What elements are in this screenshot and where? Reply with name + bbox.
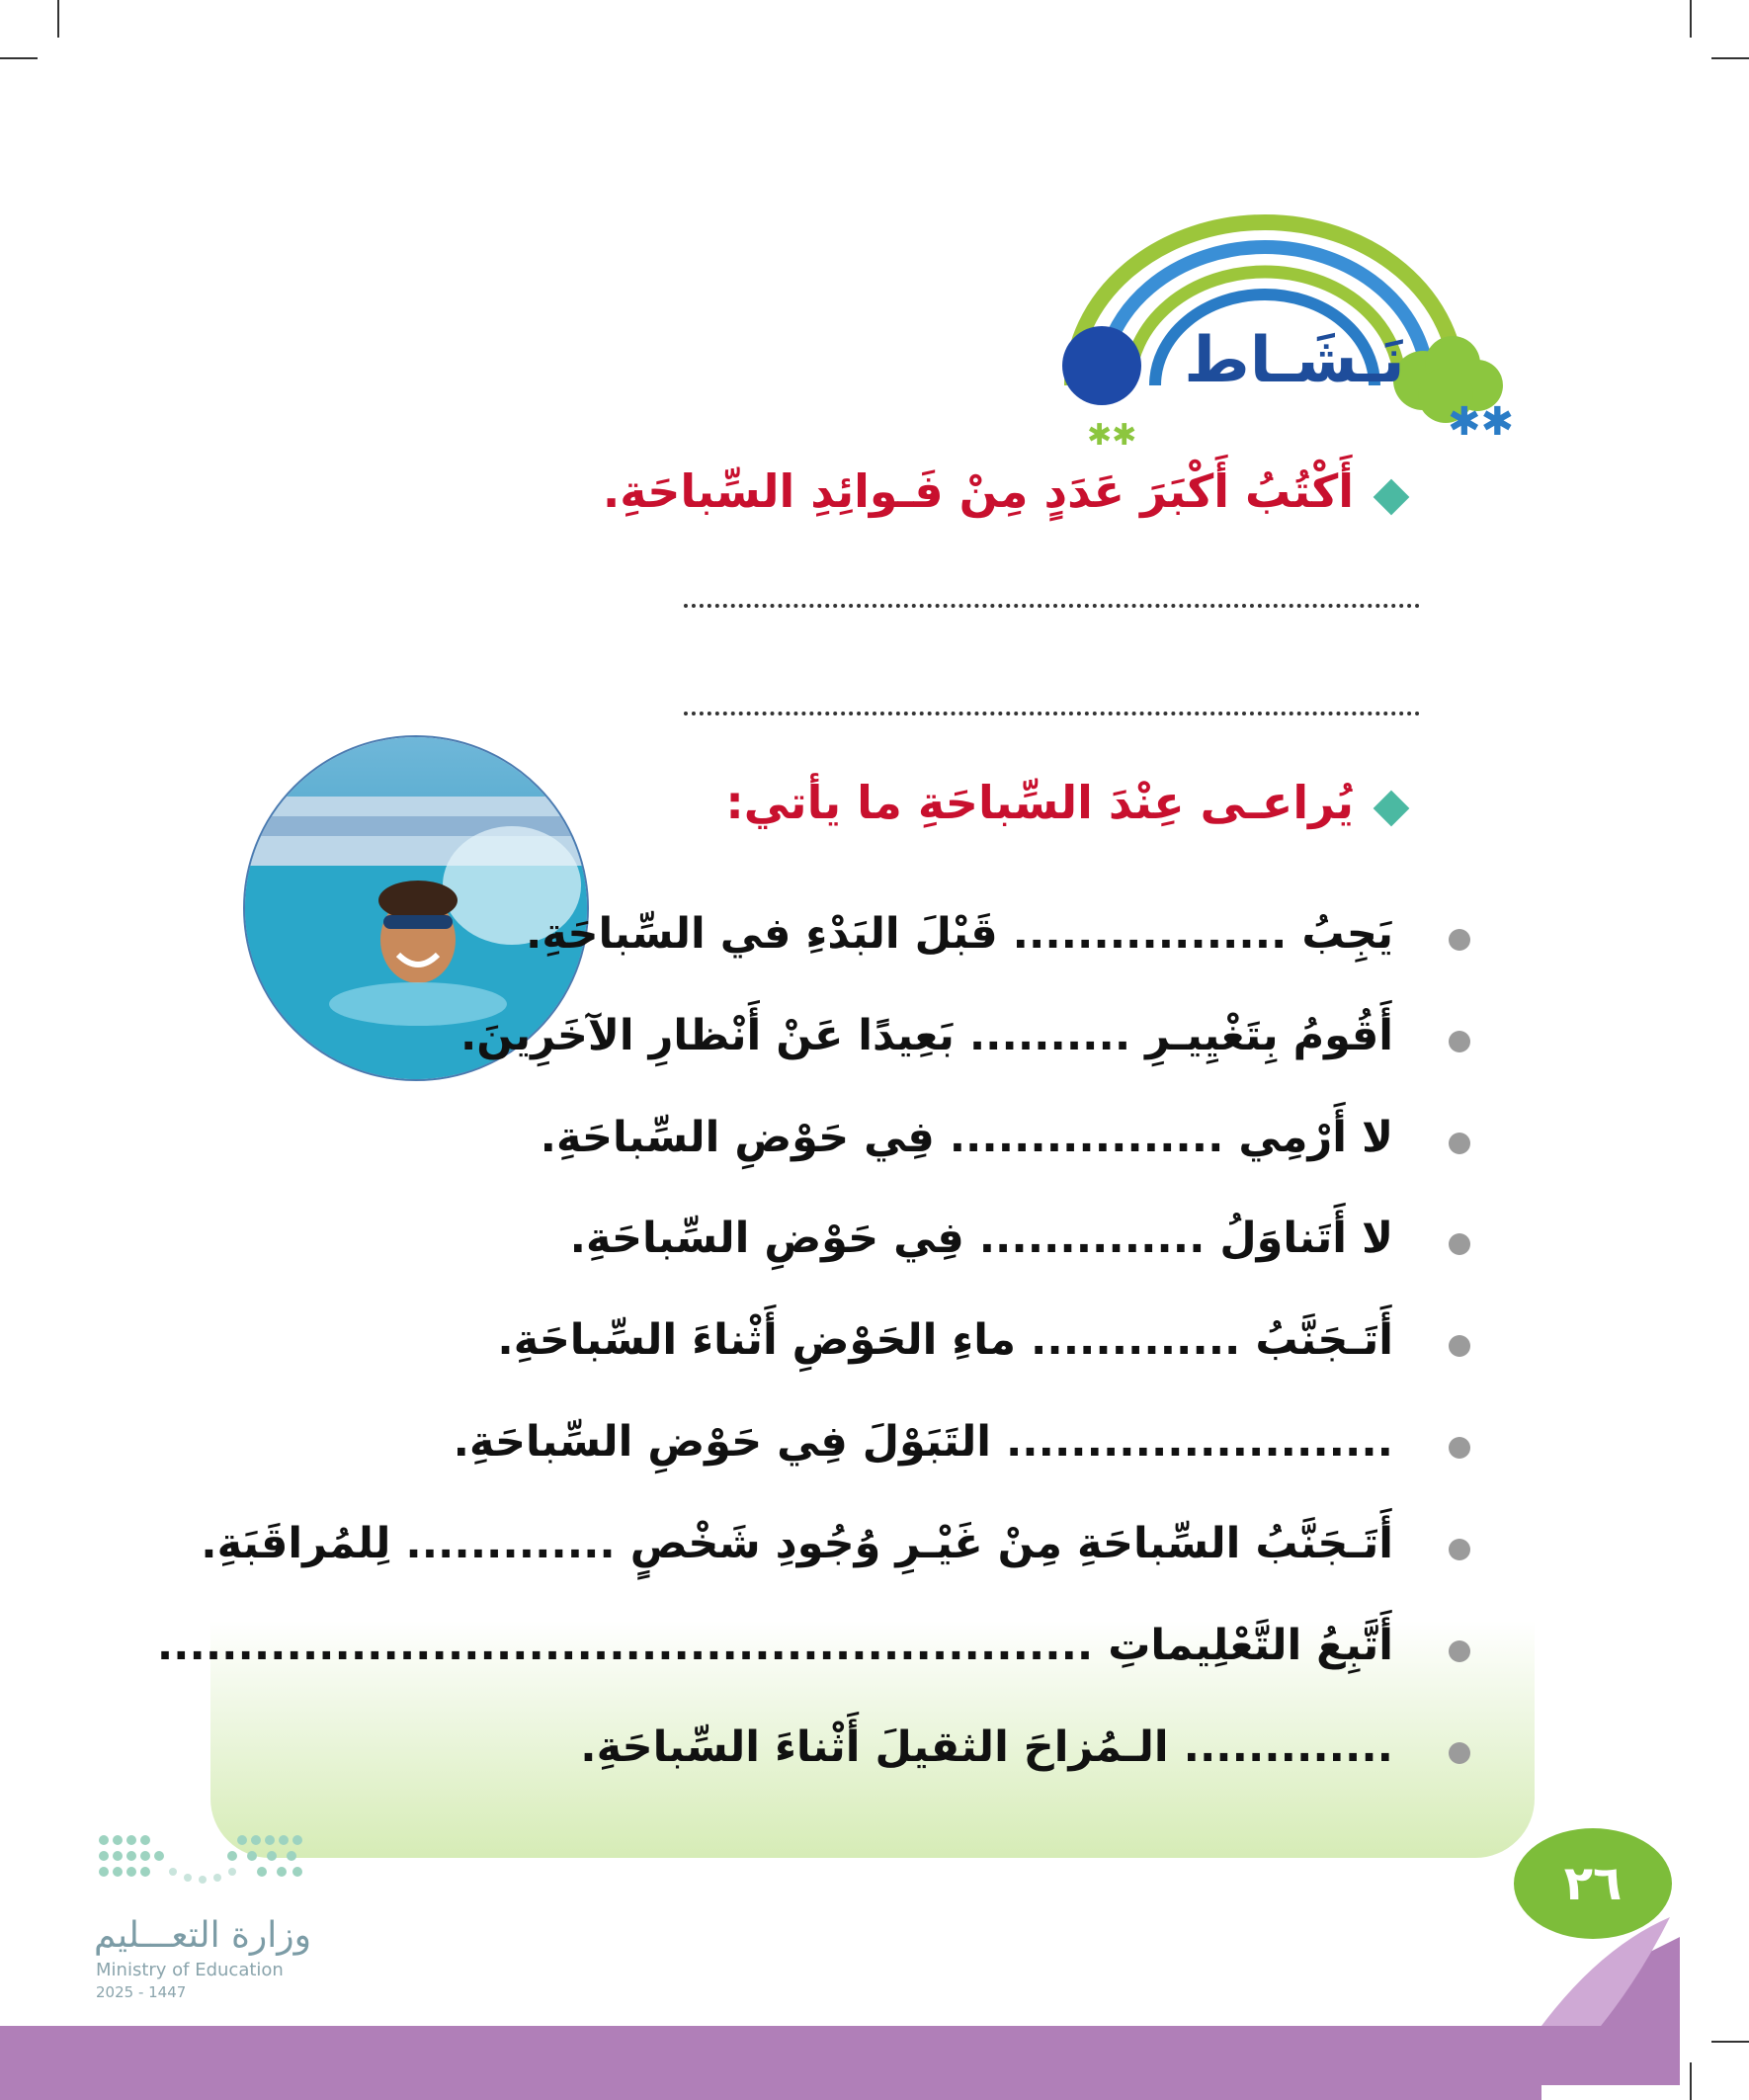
activity-title: نَـشَـاط (1184, 324, 1405, 397)
bullet-icon (1449, 1335, 1470, 1357)
list-item: ............. الـمُزاحَ الثقيلَ أَثْناءَ السِّباحَةِ. (580, 1722, 1393, 1772)
bullet-icon (1449, 1031, 1470, 1052)
list-item: يَجِبُ ................. قَبْلَ البَدْءِ في السِّباحَةِ. (526, 909, 1393, 959)
ministry-name-english: Ministry of Education (96, 1960, 284, 1980)
bullet-icon (1449, 929, 1470, 951)
diamond-bullet-icon (1374, 479, 1410, 516)
edition-year: 2025 - 1447 (96, 1983, 187, 2001)
list-item: أَتَـجَنَّبُ السِّباحَةِ مِنْ غَيْـرِ وُجُودِ شَخْصٍ ............. لِلمُراقَبَةِ. (201, 1519, 1393, 1568)
blue-dot (1062, 326, 1141, 405)
diamond-bullet-icon (1374, 791, 1410, 827)
svg-text:✱✱: ✱✱ (1448, 399, 1515, 445)
bullet-icon (1449, 1640, 1470, 1662)
list-item: أَقُومُ بِتَغْيِيـرِ .......... بَعِيدًا عَنْ أَنْظارِ الآخَرِينَ. (459, 1011, 1393, 1060)
bullet-icon (1449, 1539, 1470, 1560)
svg-text:✱✱: ✱✱ (1087, 418, 1137, 445)
list-item: أَتَّبِعُ التَّعْلِيماتِ .......................................................... (156, 1621, 1393, 1670)
bullet-icon (1449, 1437, 1470, 1459)
list-item: لا أَرْمِي ................. فِي حَوْضِ السِّباحَةِ. (540, 1113, 1393, 1162)
rainbow-decoration (1033, 188, 1517, 445)
question-swimming-rules: يُراعـى عِنْدَ السِّباحَةِ ما يأتي: (725, 776, 1354, 829)
bullet-icon (1449, 1742, 1470, 1764)
ministry-name-arabic: وزارة التعـــليم (94, 1915, 312, 1956)
list-item: لا أَتَناوَلُ .............. فِي حَوْضِ السِّباحَةِ. (569, 1214, 1393, 1263)
page-number: ٢٦ (1514, 1828, 1672, 1939)
bullet-icon (1449, 1233, 1470, 1255)
list-item: أَتَـجَنَّبُ ............. ماءِ الحَوْضِ أَثْناءَ السِّباحَةِ. (497, 1315, 1393, 1365)
list-item: ........................ التَبَوْلَ فِي حَوْضِ السِّباحَةِ. (453, 1417, 1393, 1467)
question-write-benefits: أَكْتُبُ أَكْبَرَ عَدَدٍ مِنْ فَـوائِدِ السِّباحَةِ. (602, 464, 1354, 518)
bullet-icon (1449, 1133, 1470, 1154)
ministry-logo-icon (94, 1828, 311, 1907)
answer-line-1[interactable] (684, 604, 1420, 608)
answer-line-2[interactable] (684, 712, 1420, 715)
